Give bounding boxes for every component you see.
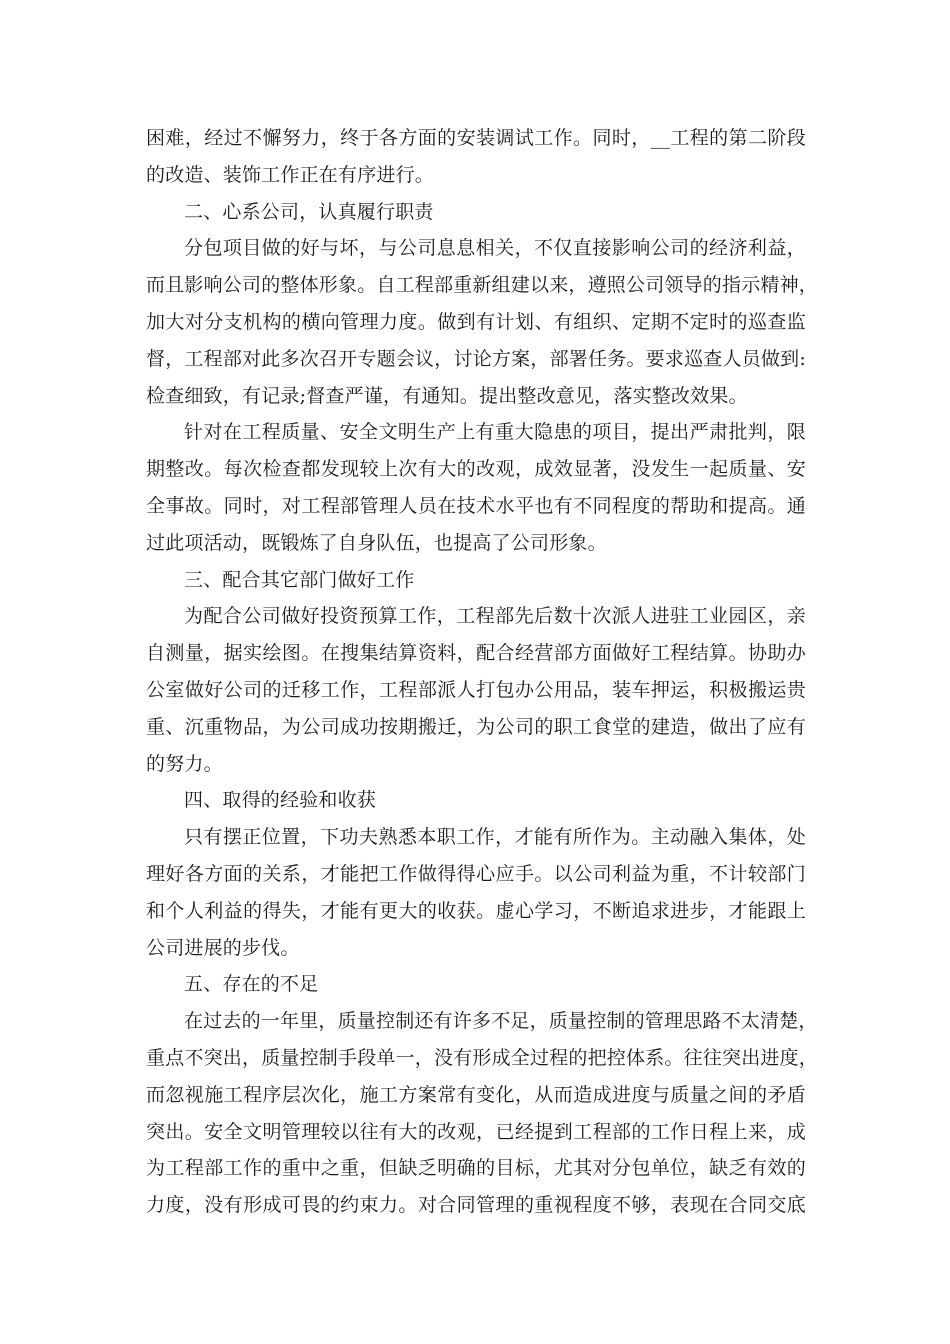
paragraph-line: 公室做好公司的迁移工作，工程部派人打包办公用品，装车押运，积极搬运贵: [146, 678, 806, 701]
paragraph-line: 而且影响公司的整体形象。自工程部重新组建以来，遵照公司领导的指示精神，: [146, 274, 819, 297]
paragraph-line: 为配合公司做好投资预算工作，工程部先后数十次派人进驻工业园区，亲: [184, 605, 806, 628]
paragraph-line: 的改造、装饰工作正在有序进行。: [146, 163, 435, 186]
paragraph-line: 检查细致，有记录;督查严谨，有通知。提出整改意见，落实整改效果。: [146, 384, 748, 407]
paragraph-line: 只有摆正位置，下功夫熟悉本职工作，才能有所作为。主动融入集体，处: [184, 826, 806, 849]
paragraph-line: 过此项活动，既锻炼了自身队伍，也提高了公司形象。: [146, 531, 607, 554]
paragraph-line: 为工程部工作的重中之重，但缺乏明确的目标，尤其对分包单位，缺乏有效的: [146, 1157, 806, 1180]
paragraph-line: 突出。安全文明管理较以往有大的改观，已经提到工程部的工作日程上来，成: [146, 1120, 806, 1143]
paragraph-line: 期整改。每次检查都发现较上次有大的改观，成效显著，没发生一起质量、安: [146, 458, 806, 481]
paragraph-line: 的努力。: [146, 752, 223, 775]
paragraph-line: 困难，经过不懈努力，终于各方面的安装调试工作。同时，__工程的第二阶段: [146, 127, 806, 149]
paragraph-line: 而忽视施工程序层次化，施工方案常有变化，从而造成进度与质量之间的矛盾: [146, 1083, 806, 1106]
document-page: [146, 120, 819, 1224]
section-heading: 三、配合其它部门做好工作: [184, 568, 415, 591]
paragraph-line: 针对在工程质量、安全文明生产上有重大隐患的项目，提出严肃批判，限: [184, 421, 806, 444]
paragraph-line: 理好各方面的关系，才能把工作做得得心应手。以公司利益为重，不计较部门: [146, 862, 806, 885]
section-heading: 四、取得的经验和收获: [184, 789, 377, 812]
paragraph-line: 全事故。同时，对工程部管理人员在技术水平也有不同程度的帮助和提高。通: [146, 494, 806, 517]
paragraph-line: 在过去的一年里，质量控制还有许多不足，质量控制的管理思路不太清楚，: [184, 1010, 818, 1033]
paragraph-line: 力度，没有形成可畏的约束力。对合同管理的重视程度不够，表现在合同交底: [146, 1194, 806, 1217]
section-heading: 二、心系公司，认真履行职责: [184, 200, 434, 223]
paragraph-line: 和个人利益的得失，才能有更大的收获。虚心学习，不断追求进步，才能跟上: [146, 899, 806, 922]
paragraph-line: 分包项目做的好与坏，与公司息息相关，不仅直接影响公司的经济利益，: [184, 237, 806, 260]
paragraph-line: 公司进展的步伐。: [146, 936, 300, 959]
section-heading: 五、存在的不足: [184, 973, 319, 996]
paragraph-line: 重点不突出，质量控制手段单一，没有形成全过程的把控体系。往往突出进度，: [146, 1046, 819, 1069]
paragraph-line: 自测量，据实绘图。在搜集结算资料，配合经营部方面做好工程结算。协助办: [146, 642, 806, 665]
paragraph-line: 督，工程部对此多次召开专题会议，讨论方案，部署任务。要求巡查人员做到:: [146, 347, 806, 370]
paragraph-line: 加大对分支机构的横向管理力度。做到有计划、有组织、定期不定时的巡查监: [146, 310, 806, 333]
paragraph-line: 重、沉重物品，为公司成功按期搬迁，为公司的职工食堂的建造，做出了应有: [146, 715, 806, 738]
